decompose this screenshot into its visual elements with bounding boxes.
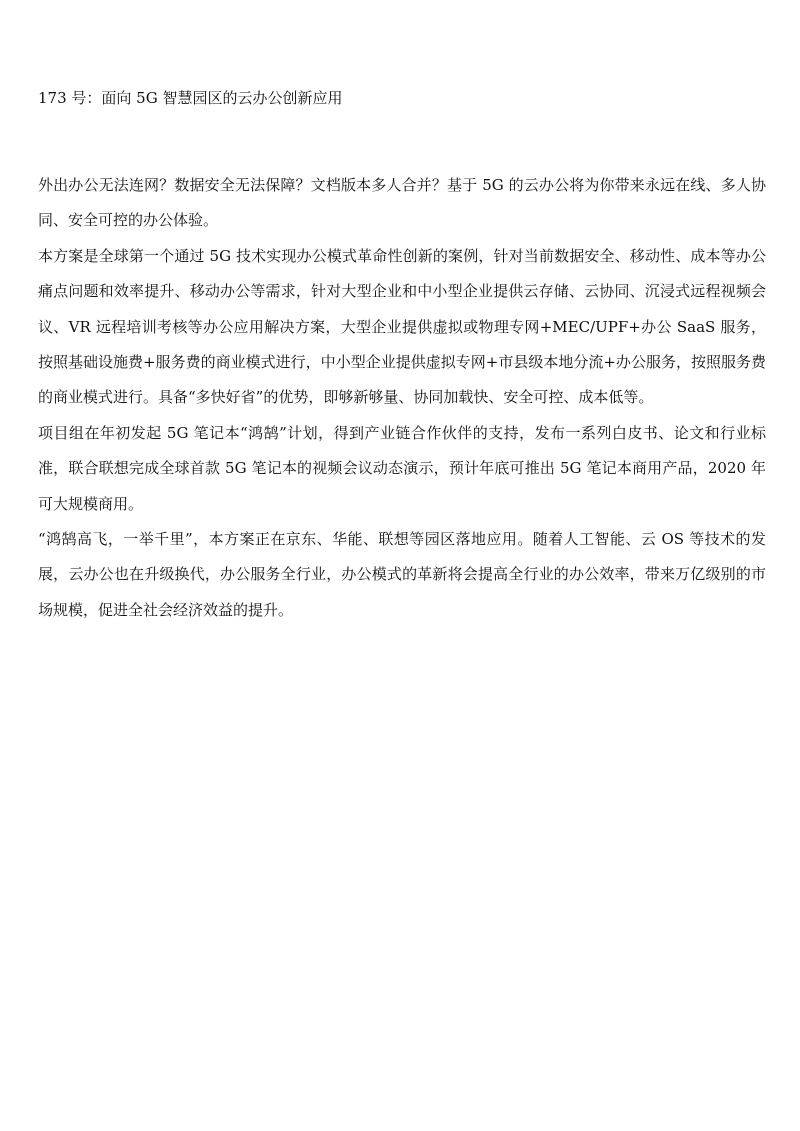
document-body bbox=[38, 168, 766, 628]
paragraph-solution: 本方案是全球第一个通过 5G 技术实现办公模式革命性创新的案例，针对当前数据安全、移动性、成本等办公痛点问题和效率提升、移动办公等需求，针对大型企业和中小型企业提供云存储、云协同、沉浸式远程视频会议、VR 远程培训考核等办公应用解决方案，大型企业提供虚拟或物理专网+MEC/UPF+办公 SaaS 服务，按照基础设施费+服务费的商业模式进行，中小型企业提供虚拟专网+市县级本地分流+办公服务，按照服务费的商业模式进行。具备“多快好省”的优势，即够新够量、协同加载快、安全可控、成本低等。 bbox=[38, 246, 766, 407]
paragraph-intro: 外出办公无法连网？数据安全无法保障？文档版本多人合并？基于 5G 的云办公将为你带来永远在线、多人协同、安全可控的办公体验。 bbox=[38, 176, 766, 230]
paragraph-project: 项目组在年初发起 5G 笔记本“鸿鹄”计划，得到产业链合作伙伴的支持，发布一系列白皮书、论文和行业标准，联合联想完成全球首款 5G 笔记本的视频会议动态演示，预计年底可推出 5G 笔记本商用产品，2020 年可大规模商用。 bbox=[38, 423, 766, 513]
document-title: 173 号：面向 5G 智慧园区的云办公创新应用 bbox=[38, 89, 343, 107]
paragraph-outlook: “鸿鹄高飞，一举千里”，本方案正在京东、华能、联想等园区落地应用。随着人工智能、云 OS 等技术的发展，云办公也在升级换代，办公服务全行业，办公模式的革新将会提高全行业的办公效率，带来万亿级别的市场规模，促进全社会经济效益的提升。 bbox=[38, 530, 766, 619]
